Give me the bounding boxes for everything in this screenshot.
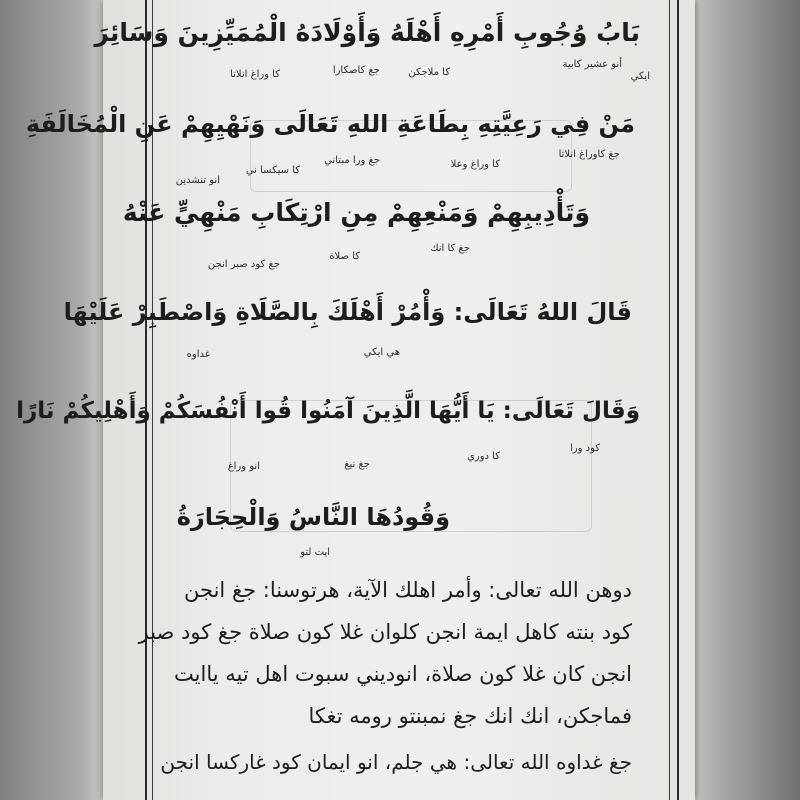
- gloss-6: جغ كاوراغ انلاتا: [558, 149, 620, 160]
- commentary-line-5: جغ غداوه الله تعالى: هي جلم، انو ايمان كود غاركسا انجن: [160, 750, 632, 774]
- gloss-11: جغ كا انك: [430, 243, 470, 254]
- gloss-1: أنو عشير كابية: [562, 59, 622, 70]
- commentary-line-2: كود بنته كاهل ايمة انجن كلوان غلا كون صلاة جغ كود صبر: [138, 620, 632, 644]
- verse-3: وَقُودُهَا النَّاسُ وَالْحِجَارَةُ: [176, 503, 450, 531]
- gloss-18: جغ نيغ: [344, 459, 370, 470]
- gloss-20: ايت لتو: [300, 547, 330, 558]
- gloss-16: كود ورا: [570, 443, 600, 454]
- verse-2: وَقَالَ تَعَالَى: يَا أَيُّهَا الَّذِينَ آمَنُوا قُوا أَنْفُسَكُمْ وَأَهْلِيكُمْ نَارًا: [16, 398, 640, 424]
- gloss-10: انو تنشدين: [175, 175, 220, 186]
- commentary-line-3: انجن كان غلا كون صلاة، انوديني سبوت اهل تيه ياايت: [174, 662, 632, 686]
- gloss-9: كا سيكسا ني: [245, 165, 300, 176]
- verse-1: قَالَ اللهُ تَعَالَى: وَأْمُرْ أَهْلَكَ بِالصَّلَاةِ وَاصْطَبِرْ عَلَيْهَا: [63, 298, 632, 326]
- commentary-line-4: فماجكن، انك انك جغ نمبنتو رومه تغكا: [308, 704, 632, 728]
- gloss-4: جغ كاصكارا: [332, 65, 380, 76]
- commentary-line-1: دوهن الله تعالى: وأمر اهلك الآية، هرتوسنا: جغ انجن: [184, 578, 632, 602]
- gloss-3: كا ملاجكن: [408, 67, 450, 78]
- gloss-8: جغ ورا مبتاني: [324, 155, 380, 166]
- gloss-17: كا دوري: [467, 451, 500, 462]
- chapter-heading-line2: مَنْ فِي رَعِيَّتِهِ بِطَاعَةِ اللهِ تَعَالَى وَنَهْيِهِمْ عَنِ الْمُخَالَفَةِ: [25, 110, 635, 138]
- gloss-13: جغ كود صبر انجن: [207, 259, 280, 270]
- chapter-heading-line1: بَابُ وُجُوبِ أَمْرِهِ أَهْلَهُ وَأَوْلَادَهُ الْمُمَيِّزِينَ وَسَائِرَ: [94, 18, 640, 47]
- gloss-14: غداوه: [186, 349, 210, 360]
- gloss-19: انو وراغ: [227, 461, 260, 472]
- chapter-heading-line3: وَتَأْدِيبِهِمْ وَمَنْعِهِمْ مِنِ ارْتِكَابِ مَنْهِيٍّ عَنْهُ: [122, 198, 590, 227]
- gloss-5: كا وراغ انلاتا: [230, 69, 280, 80]
- gloss-12: كا صلاة: [329, 251, 360, 262]
- gloss-15: هي ايكي: [363, 347, 400, 358]
- gloss-7: كا وراغ وعلا: [450, 159, 500, 170]
- gloss-2: ايكي: [630, 71, 650, 82]
